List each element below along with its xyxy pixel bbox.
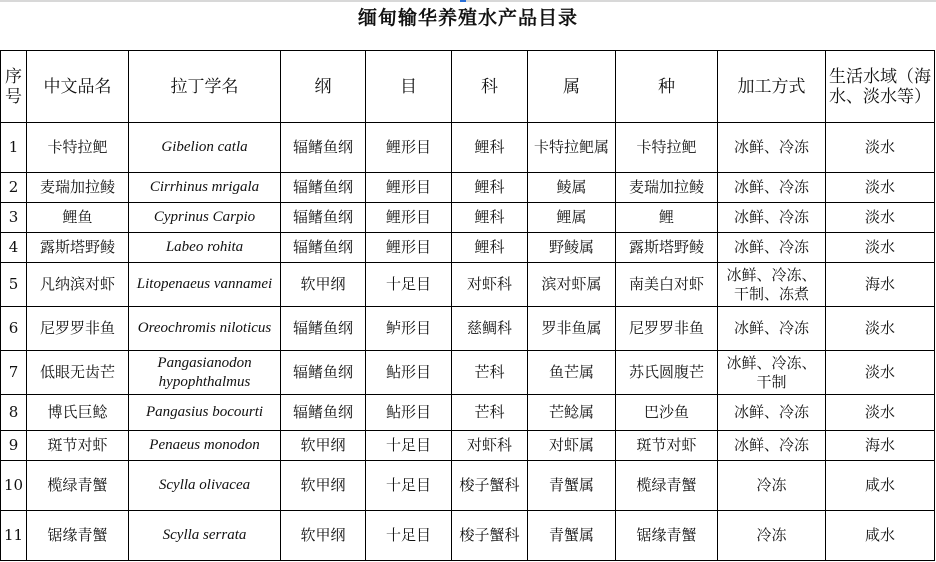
cell-habitat: 咸水 <box>826 511 935 561</box>
table-row <box>1 123 935 173</box>
cell-class: 辐鳍鱼纲 <box>281 395 366 431</box>
cell-class: 软甲纲 <box>281 263 366 307</box>
cell-seq: 4 <box>1 233 27 263</box>
table-row <box>1 395 935 431</box>
cell-genus: 罗非鱼属 <box>528 307 616 351</box>
cell-class: 软甲纲 <box>281 511 366 561</box>
cell-genus: 青蟹属 <box>528 511 616 561</box>
header-habitat: 生活水域（海水、淡水等） <box>826 51 935 123</box>
scroll-indicator <box>460 0 466 2</box>
cell-genus: 野鲮属 <box>528 233 616 263</box>
cell-habitat: 咸水 <box>826 461 935 511</box>
table-row <box>1 511 935 561</box>
cell-family: 芒科 <box>452 395 528 431</box>
cell-processing: 冰鲜、冷冻 <box>718 203 826 233</box>
cell-genus: 对虾属 <box>528 431 616 461</box>
cell-order: 鲇形目 <box>366 351 452 395</box>
cell-seq: 7 <box>1 351 27 395</box>
cell-family: 鲤科 <box>452 173 528 203</box>
table-row <box>1 351 935 395</box>
cell-order: 鲤形目 <box>366 173 452 203</box>
header-latin-name: 拉丁学名 <box>129 51 281 123</box>
cell-family: 鲤科 <box>452 123 528 173</box>
cell-family: 梭子蟹科 <box>452 511 528 561</box>
table-row <box>1 431 935 461</box>
cell-latin-name: Litopenaeus vannamei <box>129 263 281 307</box>
cell-processing: 冰鲜、冷冻、干制 <box>718 351 826 395</box>
header-order: 目 <box>366 51 452 123</box>
cell-species: 尼罗罗非鱼 <box>616 307 718 351</box>
cell-processing: 冰鲜、冷冻 <box>718 123 826 173</box>
cell-family: 梭子蟹科 <box>452 461 528 511</box>
cell-order: 鲤形目 <box>366 123 452 173</box>
cell-latin-name: Oreochromis niloticus <box>129 307 281 351</box>
cell-latin-name: Gibelion catla <box>129 123 281 173</box>
cell-species: 卡特拉鲃 <box>616 123 718 173</box>
cell-processing: 冷冻 <box>718 511 826 561</box>
cell-seq: 10 <box>1 461 27 511</box>
cell-latin-name: Cyprinus Carpio <box>129 203 281 233</box>
table-row <box>1 203 935 233</box>
cell-processing: 冰鲜、冷冻 <box>718 233 826 263</box>
cell-habitat: 淡水 <box>826 173 935 203</box>
table-row <box>1 233 935 263</box>
cell-species: 巴沙鱼 <box>616 395 718 431</box>
cell-order: 十足目 <box>366 511 452 561</box>
cell-habitat: 海水 <box>826 431 935 461</box>
cell-family: 对虾科 <box>452 431 528 461</box>
cell-processing: 冰鲜、冷冻 <box>718 173 826 203</box>
cell-cn-name: 麦瑞加拉鲮 <box>27 173 129 203</box>
header-species: 种 <box>616 51 718 123</box>
cell-seq: 3 <box>1 203 27 233</box>
header-row <box>1 51 935 123</box>
cell-habitat: 淡水 <box>826 123 935 173</box>
cell-seq: 2 <box>1 173 27 203</box>
cell-processing: 冰鲜、冷冻 <box>718 307 826 351</box>
cell-processing: 冰鲜、冷冻 <box>718 395 826 431</box>
cell-latin-name: Scylla olivacea <box>129 461 281 511</box>
header-family: 科 <box>452 51 528 123</box>
cell-cn-name: 凡纳滨对虾 <box>27 263 129 307</box>
cell-latin-name: Scylla serrata <box>129 511 281 561</box>
cell-species: 斑节对虾 <box>616 431 718 461</box>
cell-latin-name: Labeo rohita <box>129 233 281 263</box>
cell-latin-name: Penaeus monodon <box>129 431 281 461</box>
cell-cn-name: 榄绿青蟹 <box>27 461 129 511</box>
cell-cn-name: 低眼无齿芒 <box>27 351 129 395</box>
cell-class: 辐鳍鱼纲 <box>281 203 366 233</box>
cell-genus: 芒鲶属 <box>528 395 616 431</box>
header-seq: 序号 <box>1 51 27 123</box>
cell-cn-name: 鲤鱼 <box>27 203 129 233</box>
header-genus: 属 <box>528 51 616 123</box>
cell-class: 辐鳍鱼纲 <box>281 351 366 395</box>
cell-seq: 11 <box>1 511 27 561</box>
cell-cn-name: 斑节对虾 <box>27 431 129 461</box>
cell-order: 鲈形目 <box>366 307 452 351</box>
cell-habitat: 淡水 <box>826 307 935 351</box>
cell-genus: 青蟹属 <box>528 461 616 511</box>
header-class: 纲 <box>281 51 366 123</box>
cell-cn-name: 卡特拉鲃 <box>27 123 129 173</box>
cell-processing: 冰鲜、冷冻、干制、冻煮 <box>718 263 826 307</box>
cell-cn-name: 锯缘青蟹 <box>27 511 129 561</box>
table-row <box>1 461 935 511</box>
table-row <box>1 263 935 307</box>
window-top-border <box>0 0 936 2</box>
cell-genus: 滨对虾属 <box>528 263 616 307</box>
cell-habitat: 淡水 <box>826 351 935 395</box>
cell-order: 鲤形目 <box>366 233 452 263</box>
cell-species: 鲤 <box>616 203 718 233</box>
cell-order: 鲤形目 <box>366 203 452 233</box>
cell-habitat: 淡水 <box>826 395 935 431</box>
cell-class: 软甲纲 <box>281 431 366 461</box>
cell-seq: 1 <box>1 123 27 173</box>
cell-seq: 6 <box>1 307 27 351</box>
cell-species: 露斯塔野鲮 <box>616 233 718 263</box>
cell-species: 榄绿青蟹 <box>616 461 718 511</box>
table-row <box>1 173 935 203</box>
cell-class: 辐鳍鱼纲 <box>281 173 366 203</box>
cell-seq: 5 <box>1 263 27 307</box>
cell-species: 南美白对虾 <box>616 263 718 307</box>
cell-class: 辐鳍鱼纲 <box>281 233 366 263</box>
cell-seq: 9 <box>1 431 27 461</box>
cell-order: 鲇形目 <box>366 395 452 431</box>
cell-order: 十足目 <box>366 263 452 307</box>
cell-family: 鲤科 <box>452 203 528 233</box>
cell-class: 辐鳍鱼纲 <box>281 307 366 351</box>
cell-order: 十足目 <box>366 431 452 461</box>
cell-class: 辐鳍鱼纲 <box>281 123 366 173</box>
cell-family: 鲤科 <box>452 233 528 263</box>
cell-class: 软甲纲 <box>281 461 366 511</box>
cell-family: 对虾科 <box>452 263 528 307</box>
table-row <box>1 307 935 351</box>
cell-latin-name: Pangasius bocourti <box>129 395 281 431</box>
cell-genus: 鱼芒属 <box>528 351 616 395</box>
cell-habitat: 海水 <box>826 263 935 307</box>
cell-seq: 8 <box>1 395 27 431</box>
catalog-table <box>0 50 935 561</box>
cell-cn-name: 露斯塔野鲮 <box>27 233 129 263</box>
cell-species: 麦瑞加拉鲮 <box>616 173 718 203</box>
cell-genus: 鲤属 <box>528 203 616 233</box>
page-title: 缅甸输华养殖水产品目录 <box>357 7 578 29</box>
cell-genus: 鲮属 <box>528 173 616 203</box>
cell-species: 苏氏圆腹芒 <box>616 351 718 395</box>
header-cn-name: 中文品名 <box>27 51 129 123</box>
cell-latin-name: Cirrhinus mrigala <box>129 173 281 203</box>
cell-cn-name: 博氏巨鲶 <box>27 395 129 431</box>
cell-species: 锯缘青蟹 <box>616 511 718 561</box>
cell-cn-name: 尼罗罗非鱼 <box>27 307 129 351</box>
cell-family: 慈鲷科 <box>452 307 528 351</box>
cell-habitat: 淡水 <box>826 233 935 263</box>
cell-processing: 冰鲜、冷冻 <box>718 431 826 461</box>
cell-family: 芒科 <box>452 351 528 395</box>
cell-latin-name: Pangasianodon hypophthalmus <box>129 351 281 395</box>
cell-genus: 卡特拉鲃属 <box>528 123 616 173</box>
cell-habitat: 淡水 <box>826 203 935 233</box>
cell-order: 十足目 <box>366 461 452 511</box>
cell-processing: 冷冻 <box>718 461 826 511</box>
header-processing: 加工方式 <box>718 51 826 123</box>
